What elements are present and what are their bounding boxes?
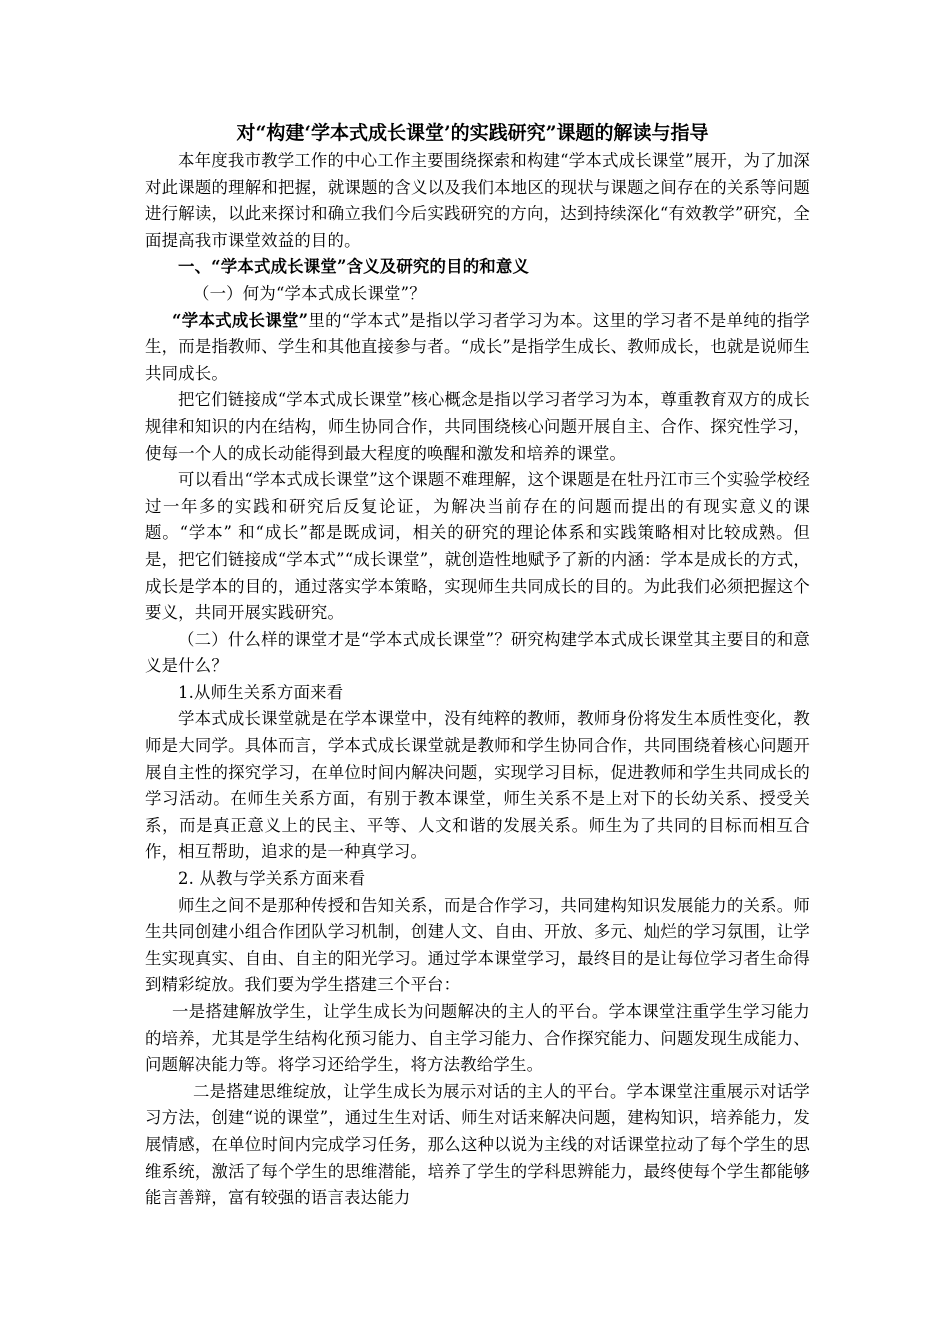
paragraph-definition-text: 里的“学本式”是指以学习者学习为本。这里的学习者不是单纯的指学生，而是指教师、学生和其他直接参与者。“成长”是指学生成长、教师成长，也就是说师生共同成长。 — [145, 310, 810, 383]
document-title: 对“构建‘学本式成长课堂’的实践研究”课题的解读与指导 — [236, 122, 709, 144]
paragraph-definition — [145, 308, 810, 388]
paragraph-core-concept: 把它们链接成“学本式成长课堂”核心概念是指以学习者学习为本，尊重教育双方的成长规律和知识的内在结构，师生协同合作，共同围绕核心问题开展自主、合作、探究性学习，使每一个人的成长动能得到最大程度的唤醒和激发和培养的课堂。 — [145, 390, 810, 463]
section-heading-1: 一、“学本式成长课堂”含义及研究的目的和意义 — [178, 257, 530, 277]
point-heading-2: 2. 从教与学关系方面来看 — [178, 869, 366, 889]
paragraph-topic-origin: 可以看出“学本式成长课堂”这个课题不难理解，这个课题是在牡丹江市三个实验学校经过一年多的实践和研究后反复论证，为解决当前存在的问题而提出的有现实意义的课题。“学本” 和“成长”都是既成词，相关的研究的理论体系和实践策略相对比较成熟。但是，把它们链接成“学本式”“成长课堂”，就创造性地赋予了新的内涵：学本是成长的方式，成长是学本的目的，通过落实学本策略，实现师生共同成长的目的。为此我们必须把握这个要义，共同开展实践研究。 — [145, 470, 810, 623]
bold-term: “学本式成长课堂” — [172, 310, 309, 330]
point-text-2: 师生之间不是那种传授和告知关系，而是合作学习，共同建构知识发展能力的关系。师生共同创建小组合作团队学习机制，创建人文、自由、开放、多元、灿烂的学习氛围，让学生实现真实、自由、自主的阳光学习。通过学本课堂学习，最终目的是让每位学习者生命得到精彩绽放。我们要为学生搭建三个平台： — [145, 895, 810, 995]
platform-paragraph-1: 一是搭建解放学生，让学生成长为问题解决的主人的平台。学本课堂注重学生学习能力的培养，尤其是学生结构化预习能力、自主学习能力、合作探究能力、问题发现生成能力、问题解决能力等。将学习还给学生，将方法教给学生。 — [145, 1002, 810, 1075]
point-text-1: 学本式成长课堂就是在学本课堂中，没有纯粹的教师，教师身份将发生本质性变化，教师是大同学。具体而言，学本式成长课堂就是教师和学生协同合作，共同围绕着核心问题开展自主性的探究学习，在单位时间内解决问题，实现学习目标，促进教师和学生共同成长的学习活动。在师生关系方面，有别于教本课堂，师生关系不是上对下的长幼关系、授受关系，而是真正意义上的民主、平等、人文和谐的发展关系。师生为了共同的目标而相互合作，相互帮助，追求的是一种真学习。 — [145, 709, 810, 862]
subsection-heading-1: （一）何为“学本式成长课堂”？ — [193, 283, 426, 303]
document-page — [145, 118, 810, 1212]
platform-paragraph-2: 二是搭建思维绽放，让学生成长为展示对话的主人的平台。学本课堂注重展示对话学习方法，创建“说的课堂”，通过生生对话、师生对话来解决问题，建构知识，培养能力，发展情感，在单位时间内完成学习任务，那么这种以说为主线的对话课堂拉动了每个学生的思维系统，激活了每个学生的思维潜能，培养了学生的学科思辨能力，最终使每个学生都能够能言善辩，富有较强的语言表达能力 — [145, 1081, 810, 1208]
point-heading-1: 1.从师生关系方面来看 — [178, 682, 344, 702]
intro-paragraph: 本年度我市教学工作的中心工作主要围绕探索和构建“学本式成长课堂”展开，为了加深对此课题的理解和把握，就课题的含义以及我们本地区的现状与课题之间存在的关系等问题进行解读，以此来探讨和确立我们今后实践研究的方向，达到持续深化“有效教学”研究，全面提高我市课堂效益的目的。 — [145, 151, 810, 250]
subsection-heading-2: （二）什么样的课堂才是“学本式成长课堂”？研究构建学本式成长课堂其主要目的和意义是什么？ — [145, 629, 810, 676]
